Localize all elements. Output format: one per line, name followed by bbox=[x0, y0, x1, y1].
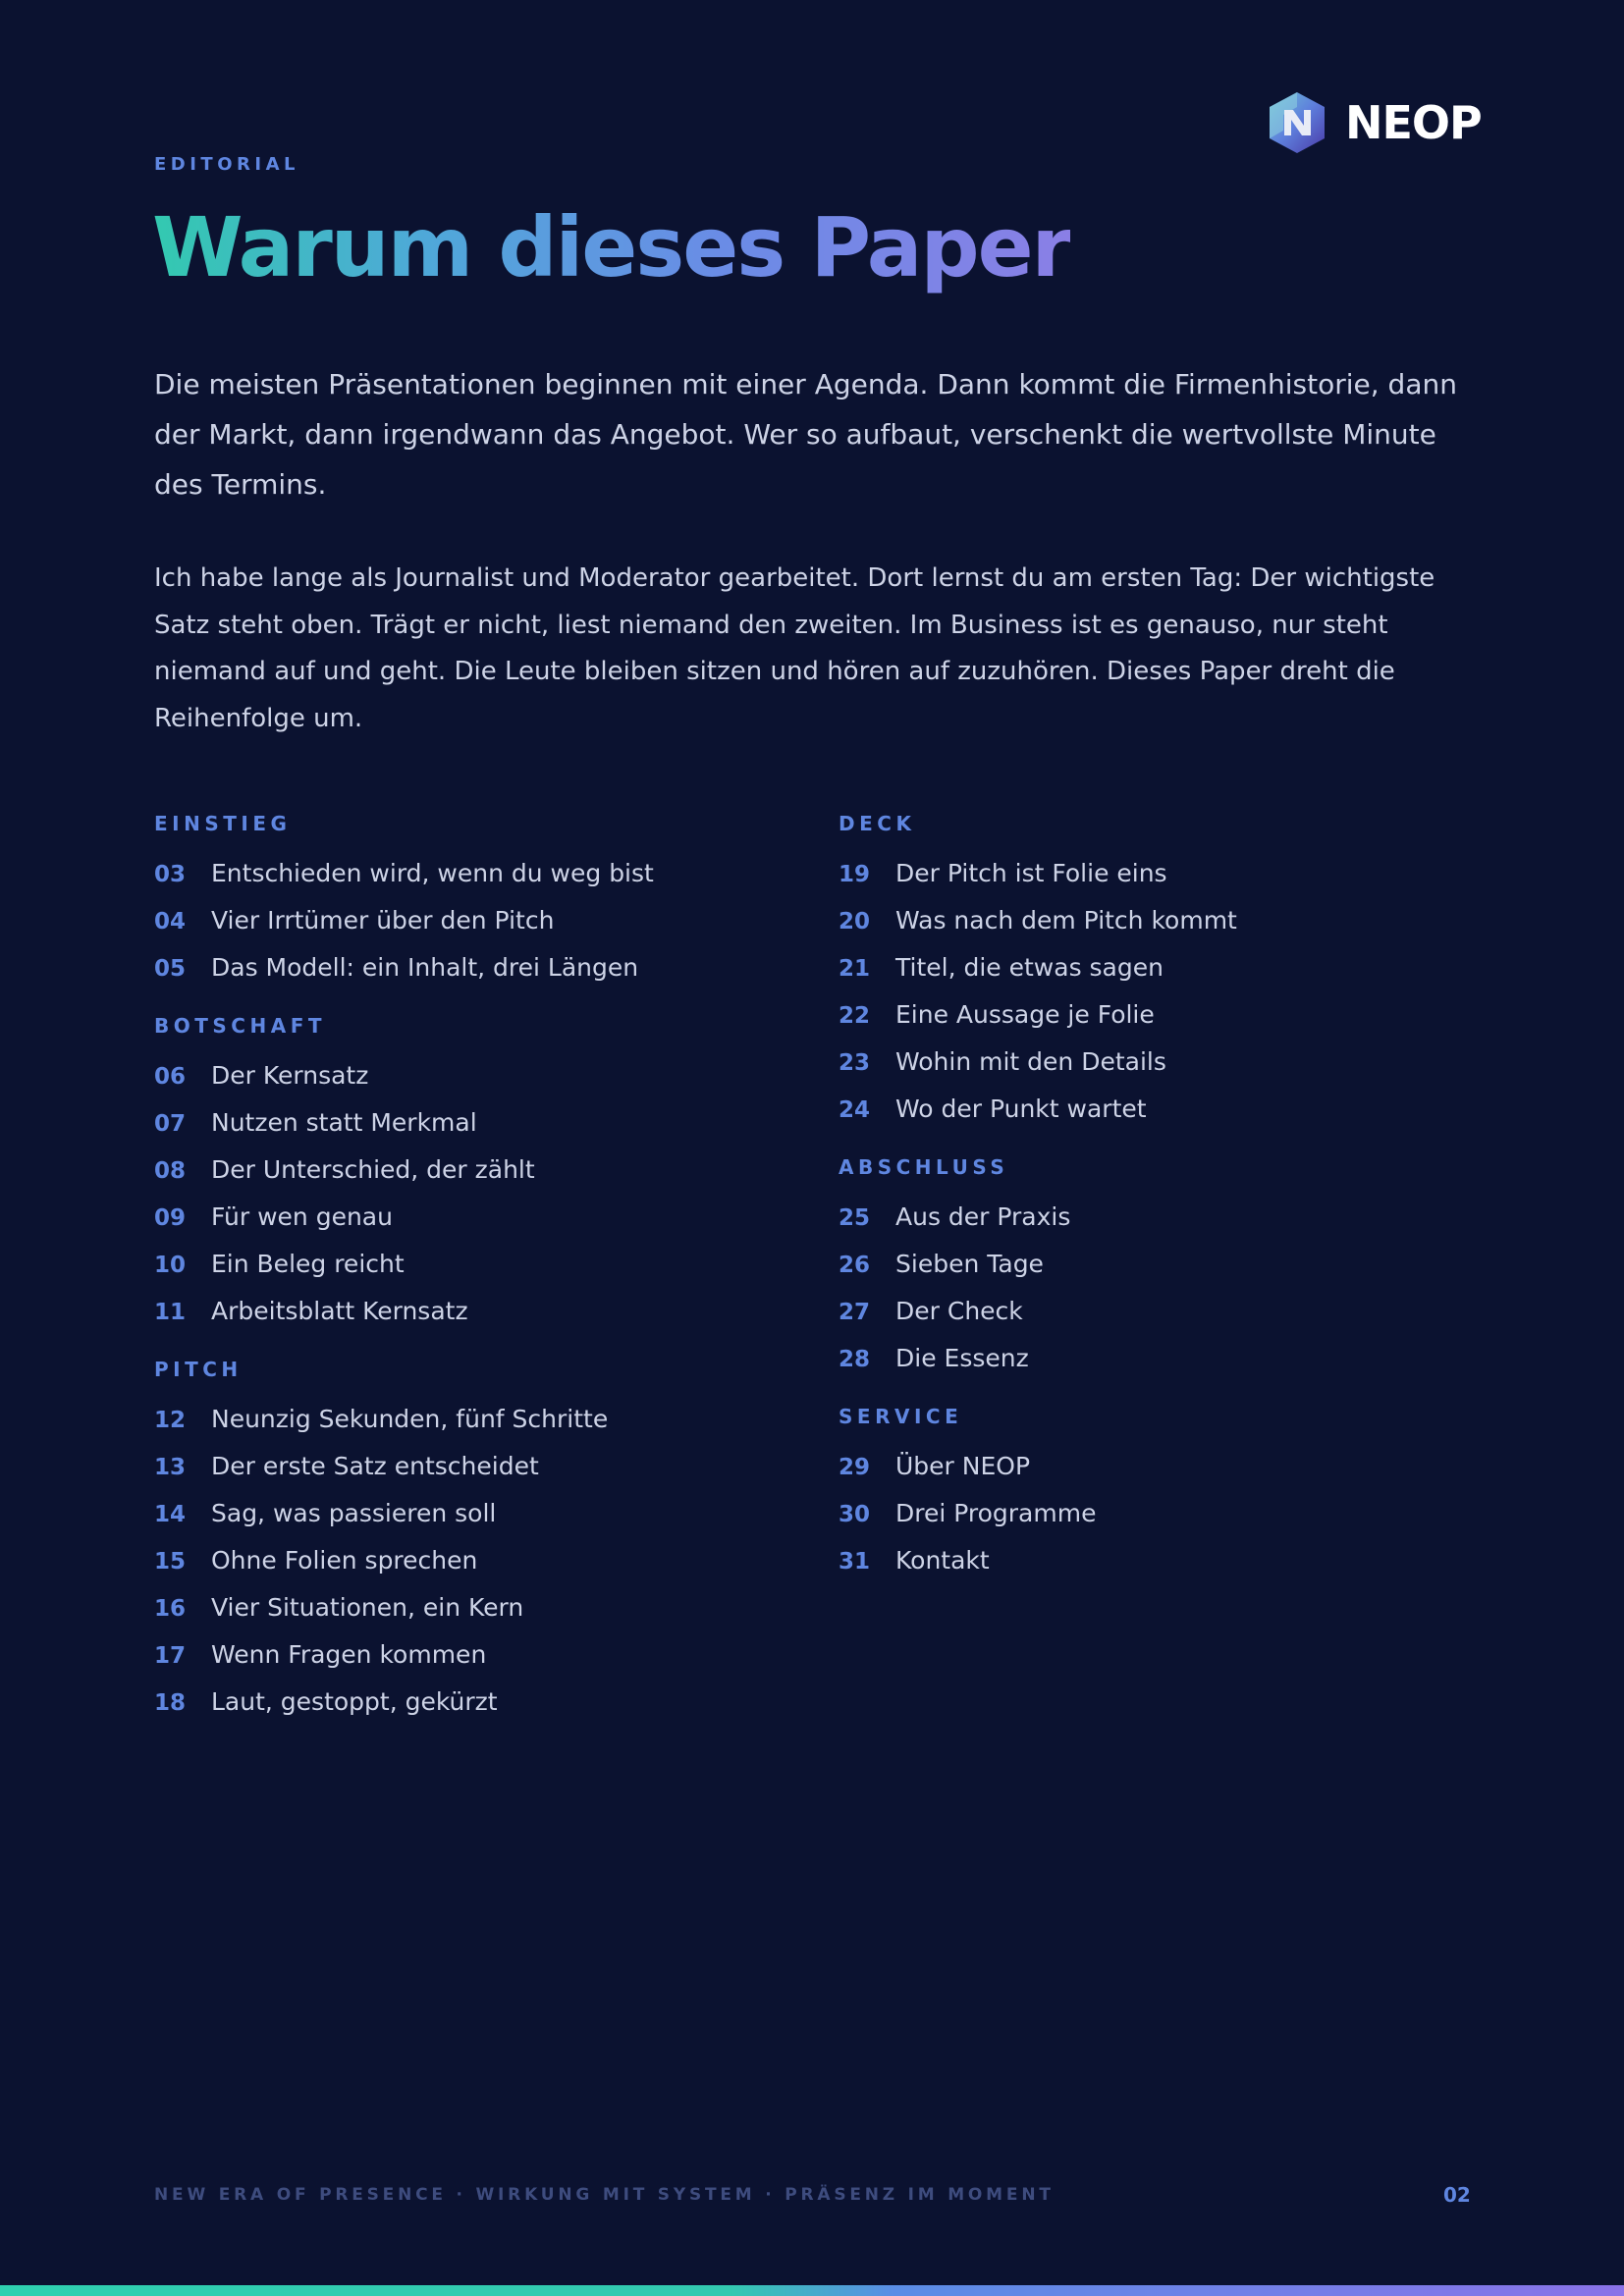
toc-entry[interactable] bbox=[839, 1194, 1447, 1241]
toc-entry-page-number: 18 bbox=[154, 1690, 187, 1716]
toc-entry-title: Vier Situationen, ein Kern bbox=[211, 1593, 524, 1622]
toc-entry[interactable] bbox=[154, 1052, 763, 1099]
toc-section-einstieg bbox=[154, 807, 763, 991]
lead-paragraph: Die meisten Präsentationen beginnen mit einer Agenda. Dann kommt die Firmenhistorie, dann der Markt, dann irgendwann das Angebot. Wer so aufbaut, verschenkt die wertvollste Minute des Termins. bbox=[154, 368, 1457, 501]
toc-entry[interactable] bbox=[154, 850, 763, 897]
toc-entry-title: Die Essenz bbox=[895, 1344, 1029, 1372]
logo-wordmark: NEOP bbox=[1345, 96, 1482, 149]
toc-entry-page-number: 15 bbox=[154, 1549, 187, 1575]
toc-entry-page-number: 13 bbox=[154, 1455, 187, 1480]
toc-entry[interactable] bbox=[839, 1241, 1447, 1288]
toc-entry-page-number: 04 bbox=[154, 909, 187, 934]
toc-entry[interactable] bbox=[154, 1679, 763, 1726]
toc-entry-title: Aus der Praxis bbox=[895, 1202, 1071, 1231]
toc-entry-title: Über NEOP bbox=[895, 1452, 1031, 1480]
toc-entry[interactable] bbox=[839, 1039, 1447, 1086]
toc-entry[interactable] bbox=[154, 1241, 763, 1288]
toc-entry[interactable] bbox=[154, 1490, 763, 1537]
toc-entry[interactable] bbox=[839, 1086, 1447, 1133]
toc-entry-title: Ein Beleg reicht bbox=[211, 1250, 405, 1278]
section-eyebrow: EDITORIAL bbox=[154, 154, 299, 175]
toc-section-heading: BOTSCHAFT bbox=[154, 1014, 326, 1038]
toc-entry[interactable] bbox=[154, 1194, 763, 1241]
toc-entry[interactable] bbox=[839, 944, 1447, 991]
toc-entry-title: Laut, gestoppt, gekürzt bbox=[211, 1687, 498, 1716]
toc-entry[interactable] bbox=[839, 1490, 1447, 1537]
neop-hexagon-logo-icon bbox=[1267, 90, 1327, 155]
toc-entry-page-number: 03 bbox=[154, 862, 187, 887]
body-paragraph: Ich habe lange als Journalist und Moderator gearbeitet. Dort lernst du am ersten Tag: Der wichtigste Satz steht oben. Trägt er nicht, liest niemand den zweiten. Im Business ist es genauso, nur steht niemand auf und geht. Die Leute bleiben sitzen und hören auf zuzuhören. Dieses Paper dreht die Reihenfolge um. bbox=[154, 563, 1435, 733]
toc-entry-title: Arbeitsblatt Kernsatz bbox=[211, 1297, 468, 1325]
toc-entry-title: Ohne Folien sprechen bbox=[211, 1546, 478, 1575]
gradient-bottom-bar bbox=[0, 2285, 1624, 2296]
toc-entry-page-number: 07 bbox=[154, 1111, 187, 1137]
toc-entry[interactable] bbox=[839, 1537, 1447, 1584]
toc-entry-title: Entschieden wird, wenn du weg bist bbox=[211, 859, 654, 887]
toc-entry-title: Sieben Tage bbox=[895, 1250, 1044, 1278]
toc-section-abschluss bbox=[839, 1150, 1447, 1382]
toc-entry-title: Neunzig Sekunden, fünf Schritte bbox=[211, 1405, 609, 1433]
page-title: Warum dieses Paper bbox=[152, 199, 1070, 295]
toc-entry[interactable] bbox=[839, 850, 1447, 897]
toc-entry-title: Titel, die etwas sagen bbox=[895, 953, 1164, 982]
toc-entry[interactable] bbox=[154, 1537, 763, 1584]
toc-entry-page-number: 09 bbox=[154, 1205, 187, 1231]
toc-entry-title: Drei Programme bbox=[895, 1499, 1097, 1527]
toc-section-heading: ABSCHLUSS bbox=[839, 1155, 1009, 1179]
toc-entry-title: Der erste Satz entscheidet bbox=[211, 1452, 539, 1480]
toc-entry[interactable] bbox=[154, 944, 763, 991]
toc-entry[interactable] bbox=[839, 1288, 1447, 1335]
toc-section-heading: PITCH bbox=[154, 1358, 243, 1381]
toc-entry-title: Nutzen statt Merkmal bbox=[211, 1108, 477, 1137]
toc-entry-page-number: 23 bbox=[839, 1050, 871, 1076]
toc-entry[interactable] bbox=[839, 1335, 1447, 1382]
toc-entry[interactable] bbox=[839, 991, 1447, 1039]
toc-entry-title: Wo der Punkt wartet bbox=[895, 1095, 1147, 1123]
toc-entry[interactable] bbox=[154, 897, 763, 944]
toc-column-left bbox=[154, 807, 763, 1743]
toc-entry-page-number: 19 bbox=[839, 862, 871, 887]
toc-section-heading: EINSTIEG bbox=[154, 812, 292, 835]
toc-section-service bbox=[839, 1400, 1447, 1584]
toc-entry-page-number: 10 bbox=[154, 1253, 187, 1278]
toc-entry-title: Wenn Fragen kommen bbox=[211, 1640, 487, 1669]
page-number: 02 bbox=[1443, 2183, 1471, 2207]
toc-entry-page-number: 24 bbox=[839, 1097, 871, 1123]
toc-entry-page-number: 31 bbox=[839, 1549, 871, 1575]
toc-entry[interactable] bbox=[154, 1584, 763, 1631]
toc-entry-title: Das Modell: ein Inhalt, drei Längen bbox=[211, 953, 639, 982]
toc-entry-page-number: 30 bbox=[839, 1502, 871, 1527]
toc-entry-title: Der Kernsatz bbox=[211, 1061, 369, 1090]
toc-entry-title: Was nach dem Pitch kommt bbox=[895, 906, 1237, 934]
toc-entry-title: Für wen genau bbox=[211, 1202, 393, 1231]
toc-entry-page-number: 22 bbox=[839, 1003, 871, 1029]
toc-entry[interactable] bbox=[839, 1443, 1447, 1490]
toc-entry-title: Vier Irrtümer über den Pitch bbox=[211, 906, 555, 934]
toc-entry-page-number: 26 bbox=[839, 1253, 871, 1278]
toc-section-heading: DECK bbox=[839, 812, 916, 835]
toc-entry-page-number: 20 bbox=[839, 909, 871, 934]
toc-section-heading: SERVICE bbox=[839, 1405, 963, 1428]
toc-section-deck bbox=[839, 807, 1447, 1133]
toc-entry-page-number: 17 bbox=[154, 1643, 187, 1669]
toc-entry-page-number: 05 bbox=[154, 956, 187, 982]
toc-section-pitch bbox=[154, 1353, 763, 1726]
toc-entry-page-number: 12 bbox=[154, 1408, 187, 1433]
toc-entry-title: Der Check bbox=[895, 1297, 1023, 1325]
footer-tagline: NEW ERA OF PRESENCE · WIRKUNG MIT SYSTEM · PRÄSENZ IM MOMENT bbox=[154, 2185, 1055, 2205]
toc-entry[interactable] bbox=[154, 1147, 763, 1194]
toc-column-right bbox=[839, 807, 1447, 1602]
toc-entry-title: Wohin mit den Details bbox=[895, 1047, 1166, 1076]
toc-entry-page-number: 29 bbox=[839, 1455, 871, 1480]
toc-entry-page-number: 06 bbox=[154, 1064, 187, 1090]
toc-entry-page-number: 16 bbox=[154, 1596, 187, 1622]
toc-entry-title: Der Pitch ist Folie eins bbox=[895, 859, 1167, 887]
neop-logo bbox=[1267, 90, 1482, 155]
toc-entry-title: Eine Aussage je Folie bbox=[895, 1000, 1155, 1029]
toc-entry-page-number: 08 bbox=[154, 1158, 187, 1184]
toc-entry-title: Der Unterschied, der zählt bbox=[211, 1155, 535, 1184]
toc-section-botschaft bbox=[154, 1009, 763, 1335]
toc-entry-title: Kontakt bbox=[895, 1546, 990, 1575]
toc-entry-title: Sag, was passieren soll bbox=[211, 1499, 497, 1527]
toc-entry-page-number: 27 bbox=[839, 1300, 871, 1325]
toc-entry[interactable] bbox=[154, 1099, 763, 1147]
toc-entry-page-number: 14 bbox=[154, 1502, 187, 1527]
toc-entry[interactable] bbox=[154, 1443, 763, 1490]
toc-entry-page-number: 21 bbox=[839, 956, 871, 982]
toc-entry[interactable] bbox=[154, 1631, 763, 1679]
toc-entry[interactable] bbox=[839, 897, 1447, 944]
toc-entry[interactable] bbox=[154, 1396, 763, 1443]
toc-entry-page-number: 28 bbox=[839, 1347, 871, 1372]
toc-entry-page-number: 11 bbox=[154, 1300, 187, 1325]
toc-entry-page-number: 25 bbox=[839, 1205, 871, 1231]
toc-entry[interactable] bbox=[154, 1288, 763, 1335]
